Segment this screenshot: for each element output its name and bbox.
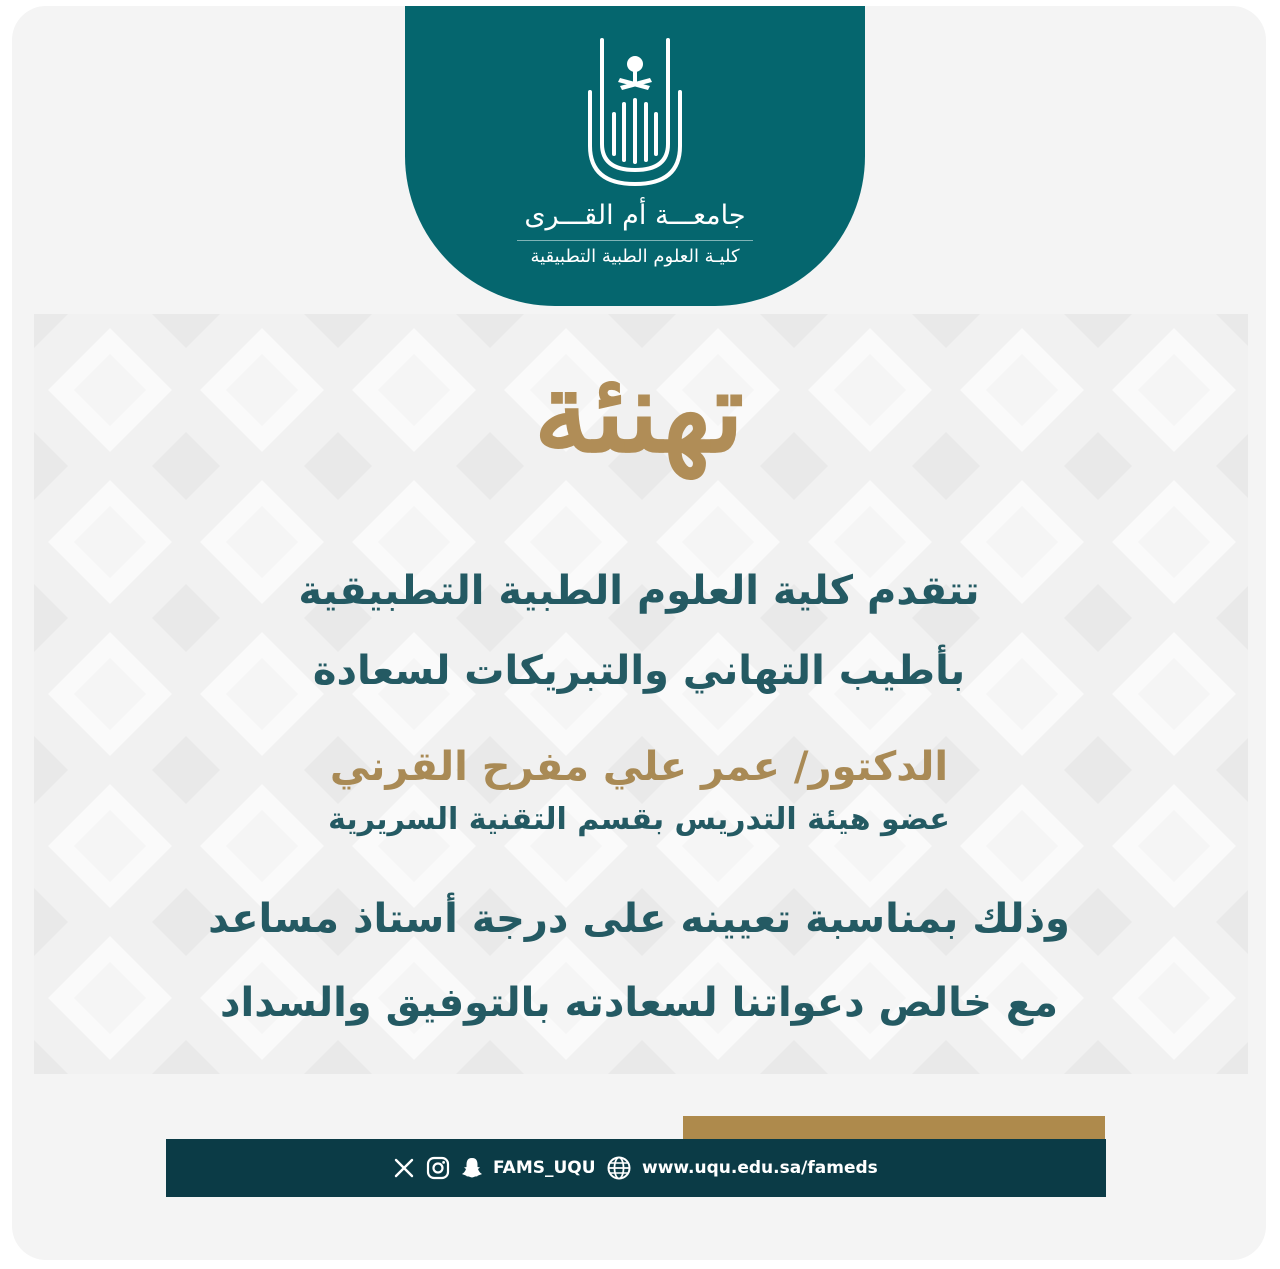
x-icon[interactable]: [391, 1155, 417, 1181]
honoree-name: الدكتور/ عمر علي مفرح القرني: [329, 744, 949, 790]
message-line-2: بأطيب التهاني والتبريكات لسعادة: [312, 648, 966, 694]
message-line-6: مع خالص دعواتنا لسعادته بالتوفيق والسداد: [220, 980, 1058, 1026]
snapchat-icon[interactable]: [459, 1155, 485, 1181]
globe-icon: [606, 1155, 632, 1181]
uqu-logo-icon: [580, 34, 690, 194]
honoree-position: عضو هيئة التدريس بقسم التقنية السريرية: [328, 802, 950, 837]
college-name: كليـة العلوم الطبية التطبيقية: [530, 246, 740, 267]
announcement-card: [12, 6, 1266, 1260]
university-name: جامعـــة أم القـــرى: [524, 200, 746, 231]
website-url[interactable]: www.uqu.edu.sa/fameds: [642, 1158, 878, 1178]
header-banner: [405, 6, 865, 306]
social-links: [391, 1155, 596, 1181]
social-handle[interactable]: FAMS_UQU: [493, 1158, 596, 1178]
header-divider: [517, 240, 753, 241]
gold-accent-bar: [683, 1116, 1105, 1140]
footer-bar: [166, 1139, 1106, 1197]
website-link[interactable]: [606, 1155, 878, 1181]
message-line-5: وذلك بمناسبة تعيينه على درجة أستاذ مساعد: [208, 896, 1070, 942]
message-line-1: تتقدم كلية العلوم الطبية التطبيقية: [298, 568, 980, 614]
instagram-icon[interactable]: [425, 1155, 451, 1181]
congratulations-title: تهنئة: [533, 347, 745, 478]
